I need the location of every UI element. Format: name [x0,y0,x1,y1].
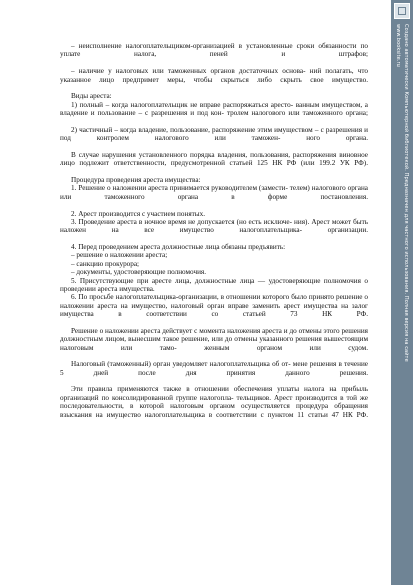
paragraph: 5. Присутствующие при аресте лица, должностные лица — удостоверяющие полномочия о проведении ареста имущества. [60,276,368,293]
paragraph: 6. По просьбе налогоплательщика-организации, в отношении которого было принято решение о наложении ареста на имущество, налоговый орган вправе заменить арест имущества на залог имущества в соответствии со статьей 73 НК РФ. [60,293,368,318]
document-body [60,42,368,427]
library-logo-icon [394,3,410,19]
watermark-text [394,24,410,544]
paragraph: 2) частичный – когда владение, пользование, распоряжение этим имуществом – с разрешения и под контролем налогового или таможен- ного органа. [60,125,368,143]
paragraph-heading: Процедура проведения ареста имущества: [71,176,201,184]
watermark-line: Создано автоматически Компьютерной библиотекой. Предназначен для частного использования. Полная версия на сайте [403,24,409,362]
paragraph: 4. Перед проведением ареста должностные лица обязаны предъявить: [71,243,286,251]
list-item: – решение о наложении ареста; [71,251,168,260]
list-item: – документы, удостоверяющие полномочия. [71,268,207,277]
list-item: – санкцию прокурора; [71,259,140,268]
watermark-url: www.booksite.ru [395,24,401,67]
paragraph: 2. Арест производится с участием понятых. [71,209,205,218]
paragraph: – наличие у налоговых или таможенных органов достаточных основа- ний полагать, что указанное лицо предпримет меры, чтобы скрыться либо скрыть свое имущество. [60,67,368,84]
paragraph-heading: Виды ареста: [71,92,112,101]
paragraph: В случае нарушения установленного порядка владения, пользования, распоряжения виновное лицо подлежит ответственности, предусмотренной статьей 125 НК РФ (или 199.2 УК РФ). [60,150,368,168]
watermark-sidebar [391,0,413,585]
paragraph: 1) полный – когда налогоплательщик не вправе распоряжаться аресто- ванным имуществом, а владение и пользование – с разрешения и под кон- тролем налогового или таможенного органа; [60,100,368,117]
paragraph: Решение о наложении ареста действует с момента наложения ареста и до отмены этого решения должностным лицом, вынесшим такое решение, или до отмены указанного решения вышестоящим налоговым или тамо- женным органом или судом. [60,326,368,352]
paragraph: 3. Проведение ареста в ночное время не допускается (но есть исключе- ния). Арест может быть наложен на все имущество налогоплательщика- организации. [60,217,368,235]
paragraph: Эти правила применяются также в отношении обеспечения уплаты налога на прибыль организаций по консолидированной группе налогопла- тельщиков. Арест производится в той же последовательности, в которой налоговым органом осуществляется процедура обращения взыскания на имущество налогоплательщика в соответствии с пунктом 11 статьи 47 НК РФ. [60,385,368,419]
paragraph: – неисполнение налогоплательщиком-организацией в установленные сроки обязанности по уплате налога, пеней и штрафов; [60,42,368,59]
paragraph: Налоговый (таможенный) орган уведомляет налогоплательщика об от- мене решения в течение 5 дней после дня принятия данного решения. [60,360,368,377]
paragraph: 1. Решение о наложении ареста принимается руководителем (замести- телем) налогового органа или таможенного органа в форме постановления. [60,184,368,201]
